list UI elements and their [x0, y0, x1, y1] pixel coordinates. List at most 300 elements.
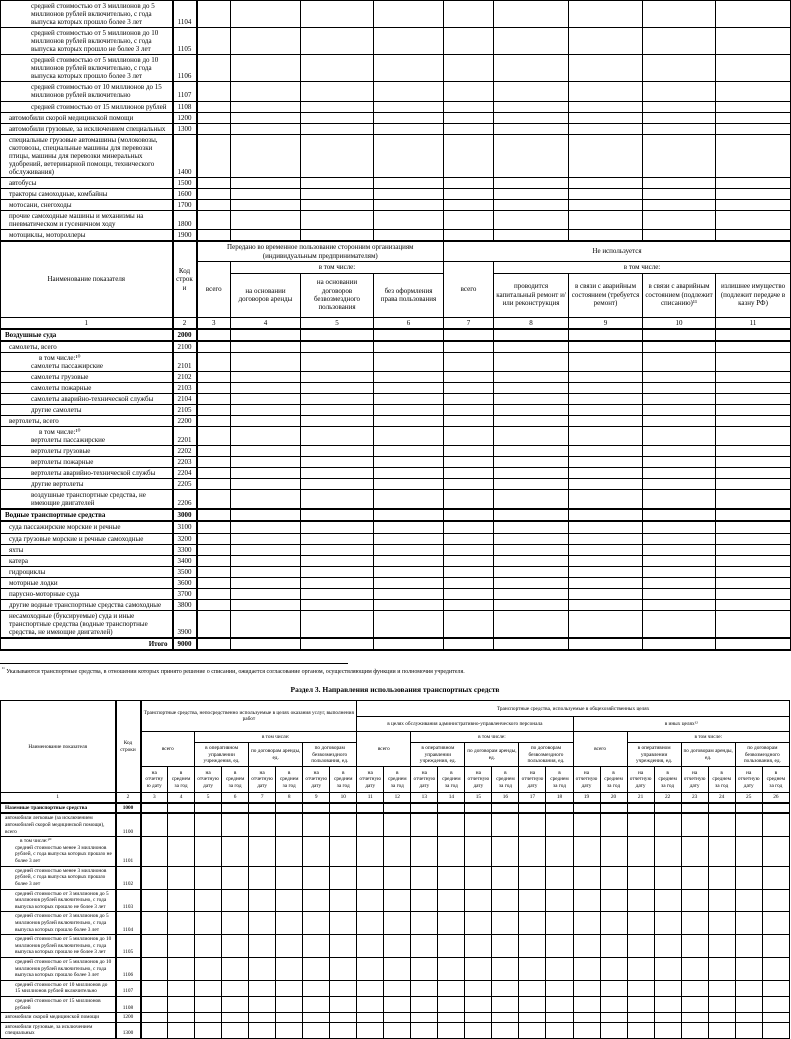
data-cell [384, 837, 411, 866]
data-cell [301, 123, 374, 134]
data-cell [643, 352, 716, 371]
data-cell [374, 188, 444, 199]
data-cell [735, 958, 762, 981]
data-cell [573, 889, 600, 912]
data-cell [197, 230, 231, 241]
data-cell [546, 980, 573, 996]
data-cell [546, 803, 573, 814]
data-cell [301, 566, 374, 577]
col-number: 2 [173, 317, 197, 329]
data-cell [494, 123, 569, 134]
data-cell [519, 813, 546, 836]
table-row [1, 912, 790, 935]
row-label: Воздушные суда [1, 329, 173, 341]
data-cell [384, 889, 411, 912]
data-cell [492, 837, 519, 866]
data-cell [643, 177, 716, 188]
data-cell [444, 588, 494, 599]
data-cell [681, 837, 708, 866]
data-cell [494, 341, 569, 353]
data-cell [301, 555, 374, 566]
data-cell [276, 1013, 303, 1023]
data-cell [301, 177, 374, 188]
table-row [1, 577, 791, 588]
data-cell [222, 912, 249, 935]
table-row [1, 123, 791, 134]
row-label: катера [1, 555, 173, 566]
data-cell [168, 813, 195, 836]
data-cell [231, 393, 301, 404]
table-row [1, 889, 790, 912]
data-cell [708, 958, 735, 981]
col-header-including: в том числе: [411, 732, 573, 743]
data-cell [716, 509, 791, 521]
data-cell [654, 958, 681, 981]
table-row [1, 837, 790, 866]
data-cell [303, 958, 330, 981]
data-cell [357, 997, 384, 1013]
data-cell [716, 588, 791, 599]
section2-table [0, 241, 791, 651]
data-cell [197, 599, 231, 610]
data-cell [643, 490, 716, 510]
data-cell [231, 123, 301, 134]
row-code: 1104 [173, 1, 197, 28]
data-cell [303, 912, 330, 935]
row-code: 2104 [173, 393, 197, 404]
row-label: прочие самоходные машины и механизмы на пневматическом и гусеничном ходу [1, 211, 173, 230]
data-cell [494, 509, 569, 521]
col-header-total: всего [573, 732, 627, 767]
col-subheader-year-average: в среднем за год [600, 767, 627, 793]
table-row [1, 393, 791, 404]
col-header-gratuitous: по договорам безвозмездного пользования, ед. [735, 743, 789, 767]
data-cell [197, 352, 231, 371]
data-cell [231, 577, 301, 588]
data-cell [654, 803, 681, 814]
data-cell [573, 980, 600, 996]
section2-table-continued [0, 0, 791, 241]
data-cell [716, 230, 791, 241]
row-code: 3100 [173, 521, 197, 533]
data-cell [141, 889, 168, 912]
row-label: средней стоимостью от 10 миллионов до 15 миллионов рублей включительно [1, 980, 116, 996]
data-cell [735, 935, 762, 958]
data-cell [197, 199, 231, 210]
table-row [1, 544, 791, 555]
table-row [1, 588, 791, 599]
data-cell [197, 509, 231, 521]
data-cell [374, 610, 444, 638]
col-number: 8 [276, 793, 303, 803]
row-code: 1105 [173, 28, 197, 55]
row-code: 1108 [173, 101, 197, 112]
data-cell [600, 1022, 627, 1038]
data-cell [168, 837, 195, 866]
section3-title: Раздел 3. Направления использования транспортных средств [290, 685, 500, 695]
data-cell [444, 28, 494, 55]
row-code: 2201 [173, 427, 197, 446]
row-label: вертолеты пожарные [1, 457, 173, 468]
data-cell [600, 837, 627, 866]
row-code: 2204 [173, 468, 197, 479]
data-cell [411, 1022, 438, 1038]
data-cell [231, 490, 301, 510]
data-cell [301, 638, 374, 650]
data-cell [197, 28, 231, 55]
data-cell [627, 889, 654, 912]
data-cell [708, 1013, 735, 1023]
data-cell [303, 803, 330, 814]
data-cell [231, 134, 301, 177]
col-number: 4 [231, 317, 301, 329]
data-cell [716, 427, 791, 446]
data-cell [301, 211, 374, 230]
data-cell [231, 55, 301, 82]
data-cell [643, 588, 716, 599]
table-row [1, 555, 791, 566]
data-cell [494, 393, 569, 404]
data-cell [716, 134, 791, 177]
data-cell [643, 393, 716, 404]
data-cell [600, 980, 627, 996]
col-subheader-report-date: на отчетную дату [195, 767, 222, 793]
data-cell [197, 588, 231, 599]
data-cell [643, 55, 716, 82]
row-code: 1700 [173, 199, 197, 210]
data-cell [627, 1022, 654, 1038]
row-label: средней стоимостью от 5 миллионов до 10 миллионов рублей включительно, с года выпуска которых прошло не более 3 лет [1, 935, 116, 958]
data-cell [357, 866, 384, 889]
data-cell [716, 468, 791, 479]
data-cell [374, 134, 444, 177]
data-cell [374, 404, 444, 415]
footnote-marker: ¹¹ [2, 666, 5, 672]
data-cell [374, 427, 444, 446]
data-cell [494, 101, 569, 112]
data-cell [494, 555, 569, 566]
col-header-lease: по договорам аренды, ед. [681, 743, 735, 767]
data-cell [643, 577, 716, 588]
data-cell [141, 980, 168, 996]
data-cell [643, 599, 716, 610]
row-label: средней стоимостью от 10 миллионов до 15 миллионов рублей включительно [1, 82, 173, 101]
data-cell [643, 123, 716, 134]
data-cell [303, 935, 330, 958]
table-row [1, 490, 791, 510]
data-cell [231, 427, 301, 446]
col-header-operational: в оперативном управлении учреждения, ед. [195, 743, 249, 767]
data-cell [303, 889, 330, 912]
row-code: 2103 [173, 382, 197, 393]
data-cell [643, 188, 716, 199]
data-cell [374, 544, 444, 555]
data-cell [384, 980, 411, 996]
data-cell [197, 521, 231, 533]
data-cell [444, 415, 494, 426]
data-cell [301, 371, 374, 382]
data-cell [197, 371, 231, 382]
data-cell [197, 177, 231, 188]
data-cell [600, 935, 627, 958]
data-cell [411, 813, 438, 836]
data-cell [643, 566, 716, 577]
data-cell [374, 468, 444, 479]
data-cell [411, 980, 438, 996]
table-row [1, 509, 791, 521]
row-label: несамоходные (буксируемые) суда и иные транспортные средства (водные транспортные средства, не имеющие двигателей) [1, 610, 173, 638]
data-cell [569, 544, 643, 555]
data-cell [357, 935, 384, 958]
data-cell [231, 468, 301, 479]
data-cell [197, 112, 231, 123]
data-cell [494, 610, 569, 638]
data-cell [546, 837, 573, 866]
data-cell [301, 544, 374, 555]
data-cell [197, 123, 231, 134]
col-subheader-year-average: в среднем за год [762, 767, 789, 793]
data-cell [569, 352, 643, 371]
data-cell [681, 889, 708, 912]
table-row [1, 446, 791, 457]
data-cell [643, 230, 716, 241]
data-cell [438, 958, 465, 981]
data-cell [374, 393, 444, 404]
data-cell [494, 457, 569, 468]
table-body [1, 329, 791, 650]
data-cell [195, 997, 222, 1013]
data-cell [569, 28, 643, 55]
data-cell [627, 813, 654, 836]
data-cell [569, 490, 643, 510]
data-cell [231, 638, 301, 650]
table-row [1, 566, 791, 577]
data-cell [643, 82, 716, 101]
data-cell [195, 837, 222, 866]
data-cell [374, 566, 444, 577]
col-header-name: Наименование показателя [1, 242, 173, 317]
data-cell [301, 457, 374, 468]
table-row [1, 533, 791, 544]
data-cell [494, 352, 569, 371]
data-cell [519, 958, 546, 981]
data-cell [301, 28, 374, 55]
data-cell [197, 211, 231, 230]
row-code: 1104 [116, 912, 141, 935]
data-cell [546, 813, 573, 836]
data-cell [374, 329, 444, 341]
data-cell [249, 837, 276, 866]
col-group-not-used: Не используется [444, 242, 791, 262]
col-header-gratuitous: по договорам безвозмездного пользования, ед. [519, 743, 573, 767]
data-cell [492, 866, 519, 889]
data-cell [708, 912, 735, 935]
data-cell [301, 352, 374, 371]
data-cell [546, 866, 573, 889]
data-cell [303, 997, 330, 1013]
data-cell [303, 1022, 330, 1038]
table-row [1, 468, 791, 479]
col-number: 16 [492, 793, 519, 803]
data-cell [546, 935, 573, 958]
data-cell [231, 199, 301, 210]
data-cell [222, 1022, 249, 1038]
data-cell [168, 935, 195, 958]
data-cell [444, 199, 494, 210]
col-number: 4 [168, 793, 195, 803]
data-cell [569, 55, 643, 82]
col-number: 10 [643, 317, 716, 329]
table-row [1, 211, 791, 230]
data-cell [357, 912, 384, 935]
data-cell [494, 521, 569, 533]
row-code: 2100 [173, 341, 197, 353]
col-header-no-right: без оформления права пользования [374, 273, 444, 317]
data-cell [222, 837, 249, 866]
table-row [1, 188, 791, 199]
data-cell [573, 837, 600, 866]
row-code: 1108 [116, 997, 141, 1013]
col-subheader-report-date: на отчетную дату [357, 767, 384, 793]
col-header-emergency-writeoff: в связи с аварийным состоянием (подлежит списанию)¹¹ [643, 273, 716, 317]
col-number: 1 [1, 317, 173, 329]
data-cell [627, 1013, 654, 1023]
data-cell [197, 1, 231, 28]
data-cell [231, 415, 301, 426]
data-cell [444, 457, 494, 468]
data-cell [627, 997, 654, 1013]
data-cell [141, 1013, 168, 1023]
data-cell [643, 509, 716, 521]
data-cell [494, 199, 569, 210]
data-cell [231, 230, 301, 241]
data-cell [249, 958, 276, 981]
col-header-including: в том числе: [494, 262, 791, 273]
data-cell [231, 211, 301, 230]
table-row [1, 1013, 790, 1023]
col-number: 5 [301, 317, 374, 329]
row-label: автомобили грузовые, за исключением специальных [1, 123, 173, 134]
data-cell [735, 912, 762, 935]
data-cell [222, 997, 249, 1013]
data-cell [465, 803, 492, 814]
data-cell [168, 889, 195, 912]
row-label: Наземные транспортные средства [1, 803, 116, 814]
data-cell [301, 479, 374, 490]
data-cell [141, 997, 168, 1013]
data-cell [374, 588, 444, 599]
data-cell [330, 1022, 357, 1038]
data-cell [330, 997, 357, 1013]
col-header-lease: по договорам аренды, ед. [249, 743, 303, 767]
table-row [1, 610, 791, 638]
data-cell [569, 211, 643, 230]
data-cell [301, 55, 374, 82]
data-cell [384, 958, 411, 981]
row-label: самолеты, всего [1, 341, 173, 353]
col-header-lease: по договорам аренды, ед. [465, 743, 519, 767]
data-cell [716, 28, 791, 55]
data-cell [438, 866, 465, 889]
footnote-text: Указываются транспортные средства, в отношении которых принято решение о списании, ожидается согласование органом, осуществляющим функции и полномочия учредителя. [6, 669, 465, 676]
data-cell [716, 123, 791, 134]
data-cell [569, 577, 643, 588]
data-cell [197, 101, 231, 112]
data-cell [374, 371, 444, 382]
data-cell [494, 177, 569, 188]
row-code: 2102 [173, 371, 197, 382]
table-header [1, 242, 791, 329]
data-cell [141, 866, 168, 889]
row-code: 1300 [116, 1022, 141, 1038]
data-cell [494, 1, 569, 28]
data-cell [197, 427, 231, 446]
data-cell [627, 837, 654, 866]
table-row [1, 101, 791, 112]
data-cell [643, 341, 716, 353]
table-row [1, 638, 791, 650]
row-label: парусно-моторные суда [1, 588, 173, 599]
data-cell [141, 813, 168, 836]
data-cell [494, 382, 569, 393]
data-cell [384, 1013, 411, 1023]
data-cell [546, 958, 573, 981]
data-cell [197, 134, 231, 177]
data-cell [444, 123, 494, 134]
table-row [1, 112, 791, 123]
col-header-operational: в оперативном управлении учреждения, ед. [627, 743, 681, 767]
data-cell [569, 457, 643, 468]
data-cell [330, 980, 357, 996]
table-row [1, 199, 791, 210]
data-cell [301, 199, 374, 210]
data-cell [303, 813, 330, 836]
data-cell [494, 329, 569, 341]
data-cell [444, 638, 494, 650]
data-cell [249, 912, 276, 935]
data-cell [330, 912, 357, 935]
data-cell [444, 599, 494, 610]
row-label: автомобили скорой медицинской помощи [1, 112, 173, 123]
data-cell [569, 533, 643, 544]
data-cell [301, 404, 374, 415]
data-cell [627, 803, 654, 814]
data-cell [301, 393, 374, 404]
data-cell [374, 382, 444, 393]
col-number: 14 [438, 793, 465, 803]
data-cell [357, 803, 384, 814]
row-label: мотоциклы, мотороллеры [1, 230, 173, 241]
col-number: 24 [708, 793, 735, 803]
data-cell [276, 912, 303, 935]
row-code: 3500 [173, 566, 197, 577]
data-cell [301, 341, 374, 353]
data-cell [231, 544, 301, 555]
data-cell [716, 188, 791, 199]
col-header-gratuitous: по договорам безвозмездного пользования, ед. [303, 743, 357, 767]
data-cell [374, 28, 444, 55]
data-cell [374, 341, 444, 353]
row-label: другие водные транспортные средства самоходные [1, 599, 173, 610]
col-header-total: всего [141, 732, 195, 767]
data-cell [681, 1013, 708, 1023]
col-number: 5 [195, 793, 222, 803]
row-code: 1106 [173, 55, 197, 82]
data-cell [569, 329, 643, 341]
row-code: 3900 [173, 610, 197, 638]
row-label: средней стоимостью от 3 миллионов до 5 миллионов рублей включительно, с года выпуска которых прошло более 3 лет [1, 912, 116, 935]
row-label: суда пассажирские морские и речные [1, 521, 173, 533]
